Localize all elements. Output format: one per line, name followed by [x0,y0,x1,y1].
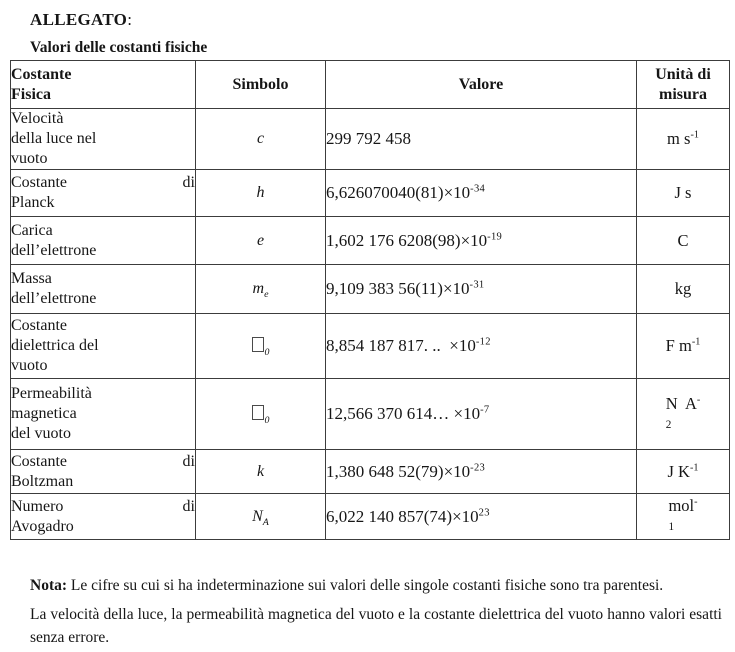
symbol-subscript: 0 [264,346,270,358]
value-cell [326,265,637,314]
header-unita-line1: Unità di [655,65,711,83]
constant-name-line: magnetica [11,405,77,422]
unit-text: J s [674,183,692,202]
constant-name-line: Boltzman [11,472,74,490]
symbol-cell [196,494,326,540]
unit-cell [637,314,730,379]
symbol-letter: k [256,462,265,480]
symbol-subscript: 0 [264,414,270,426]
value-text: 1,602 176 6208(98)×10 [326,230,488,250]
constant-name-line: vuoto [11,150,48,167]
symbol-letter: m [252,280,265,297]
constant-name-line: Numero di [11,497,195,515]
constant-name-cell [11,450,196,494]
unit-text: C [677,230,689,250]
constant-name-line: Velocità [11,110,64,127]
value-cell [326,314,637,379]
symbol-cell [196,450,326,494]
constant-name-line: Permeabilità [11,385,92,402]
constants-table-body [11,109,730,540]
value-text: 8,854 187 817. .. ×10 [326,336,476,355]
constant-name-cell [11,217,196,265]
constant-name-cell [11,379,196,450]
missing-glyph-box-icon [252,405,264,420]
value-cell [326,109,637,170]
symbol-cell [196,109,326,170]
missing-glyph-box-icon [252,337,264,352]
table-row [11,265,730,314]
symbol-cell [196,170,326,217]
note-paragraph-2: La velocità della luce, la permeabilità magnetica del vuoto e la costante dielettrica del vuoto hanno valori esatti senza errore. [30,606,722,646]
value-exponent: -31 [469,279,485,291]
note-label: Nota: [30,577,68,594]
header-unita-di-misura [637,61,730,109]
value-exponent: -23 [470,461,486,473]
symbol-cell [196,314,326,379]
value-text: 6,626070040(81)×10 [326,183,471,202]
header-valore: Valore [326,61,637,109]
physical-constants-table [10,60,730,540]
table-header-row [11,61,730,109]
value-cell [326,379,637,450]
value-exponent: -34 [470,183,486,195]
symbol-cell [196,265,326,314]
unit-cell [637,450,730,494]
table-row [11,314,730,379]
constant-name-cell [11,170,196,217]
page-title-text: ALLEGATO [30,10,128,29]
value-exponent: -12 [475,336,491,348]
constant-name-cell [11,265,196,314]
constant-name-cell [11,494,196,540]
value-text: 9,109 383 56(11)×10 [326,279,470,298]
value-cell [326,450,637,494]
symbol-letter: e [256,231,265,249]
value-cell [326,494,637,540]
header-unita-line2: misura [659,85,707,103]
unit-text: mol- 1 [668,496,698,533]
constant-name-line: Costante di [11,452,195,470]
table-row [11,494,730,540]
note-text-1: Le cifre su cui si ha indeterminazione sui valori delle singole costanti fisiche sono tra parentesi. [67,577,664,594]
unit-text: J $K^{-1}$ [667,461,699,481]
constant-name-line: dell’elettrone [11,241,97,259]
table-row [11,217,730,265]
unit-text: F $m^{-1}$ [665,336,701,355]
symbol-cell [196,379,326,450]
value-exponent: -19 [487,230,503,242]
unit-cell [637,217,730,265]
table-row [11,109,730,170]
header-costante-fisica [11,61,196,109]
constant-name-line: vuoto [11,357,48,374]
constant-name-cell [11,314,196,379]
symbol-letter: N [252,507,263,525]
constant-name-line: Massa [11,270,52,287]
constant-name-line: della luce nel [11,130,97,147]
table-row [11,170,730,217]
constant-name-line: Avogadro [11,517,74,535]
value-exponent: -7 [480,404,490,416]
unit-cell [637,379,730,450]
symbol-cell [196,217,326,265]
constant-name-line: Costante di [11,174,195,191]
unit-cell [637,494,730,540]
symbol-letter: c [256,130,265,147]
table-row [11,379,730,450]
table-caption: Valori delle costanti fisiche [30,39,208,56]
unit-text: m $s^{-1}$ [667,129,699,148]
value-text: 299 792 458 [326,129,411,148]
constant-name-line: del vuoto [11,425,71,442]
value-cell [326,217,637,265]
page-title [30,10,132,30]
constant-name-line: dielettrica del [11,337,99,354]
value-text: 12,566 370 614… ×10 [326,404,481,423]
constant-name-line: Planck [11,194,55,211]
header-simbolo: Simbolo [196,61,326,109]
header-costante-line1: Costante [11,65,72,83]
unit-cell [637,265,730,314]
constant-name-line: Carica [11,221,53,239]
symbol-subscript: A [262,516,269,528]
constant-name-cell [11,109,196,170]
unit-cell [637,109,730,170]
footnote [30,574,722,649]
value-cell [326,170,637,217]
constant-name-line: dell’elettrone [11,290,97,307]
value-text: 1,380 648 52(79)×10 [326,461,471,481]
value-text: 6,022 140 857(74)×10 [326,506,479,526]
unit-text: kg [674,279,692,298]
value-exponent: 23 [478,506,490,518]
page-title-colon: : [127,10,133,29]
constant-name-line: Costante [11,317,67,334]
unit-text: N A- 2 [665,393,701,431]
unit-cell [637,170,730,217]
symbol-subscript: e [264,289,269,301]
table-row [11,450,730,494]
note-paragraph-1 [30,574,722,597]
symbol-letter: h [256,184,265,201]
header-costante-line2: Fisica [11,85,51,103]
